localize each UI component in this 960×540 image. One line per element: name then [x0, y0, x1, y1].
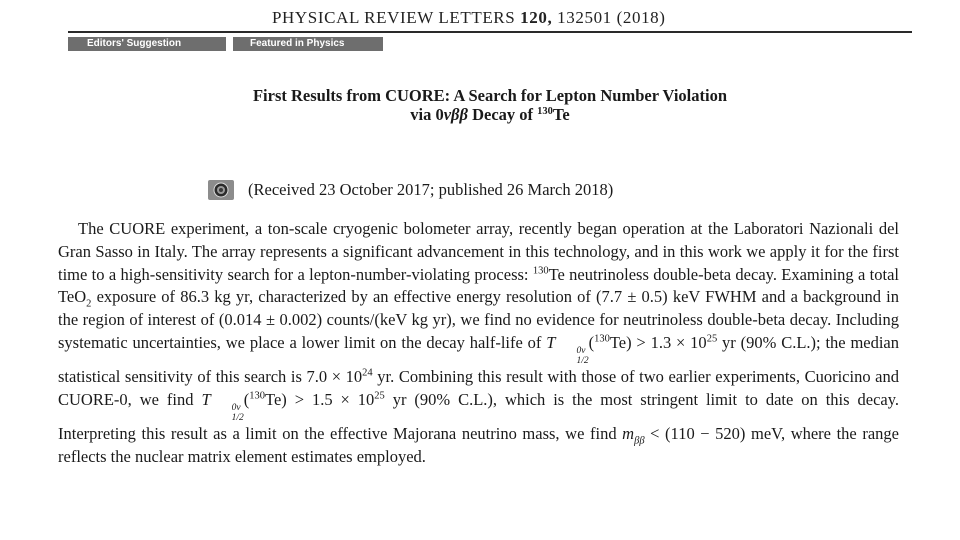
title-line-1: First Results from CUORE: A Search for Lepton Number Violation — [252, 86, 728, 105]
crossmark-icon[interactable] — [208, 180, 234, 200]
half-life-symbol-2: T 0ν 1/2 — [201, 389, 244, 423]
majorana-mass-symbol: m — [622, 423, 635, 443]
journal-volume: 120, — [520, 8, 553, 27]
abstract: The CUORE experiment, a ton-scale cryogenic bolometer array, recently began operation at the Laboratori Nazionali del Gran Sasso in Italy. The array represents a significant advancement in this technology, and in this work we apply it for the first time to a high-sensitivity search for a lepton-number-violating process: $^{130}$Te neutrinoless double-beta decay. Examining a total TeO$_2$ exposure of 86.3 kg yr, characterized by an effective energy resolution of (7.7 ± 0.5) keV FWHM and a background in the region of interest of (0.014 ± 0.002) counts/(keV kg yr), we find no evidence for neutrinoless double-beta decay. Including systematic uncertainties, we place a lower limit on the decay half-life of T 0ν 1/2 $(^{130}Te) > 1.3 \times 10^{25}$ yr (90% C.L.); the median statistical sensitivity of this search is $7.0 \times 10^{24}$ yr. Combining this result with those of two earlier experiments, Cuoricino and CUORE-0, we find T 0ν 1/2 $(^{130}Te) > 1.5 \times 10^{25}$ yr (90% C.L.), which is the most stringent limit to date on this decay. Interpreting this result as a limit on the effective Majorana neutrino mass, we find $m_{\beta\beta} < (110 - 520)$ meV, where the range reflects the nuclear matrix element estimates employed. — [58, 219, 900, 466]
header-rule — [68, 31, 912, 33]
featured-in-physics-badge[interactable]: Featured in Physics — [233, 37, 383, 51]
paper-title — [140, 86, 840, 124]
received-dates: (Received 23 October 2017; published 26 March 2018) — [248, 180, 614, 199]
title-line-2: via 0νββ Decay of $^{130}$Te — [410, 105, 570, 124]
journal-name: PHYSICAL REVIEW LETTERS — [272, 8, 516, 27]
half-life-symbol-1: T 0ν 1/2 — [546, 332, 589, 366]
article-number: 132501 (2018) — [557, 8, 666, 27]
received-row — [208, 179, 613, 201]
editors-suggestion-badge[interactable]: Editors' Suggestion — [68, 37, 226, 51]
journal-header — [272, 8, 666, 28]
